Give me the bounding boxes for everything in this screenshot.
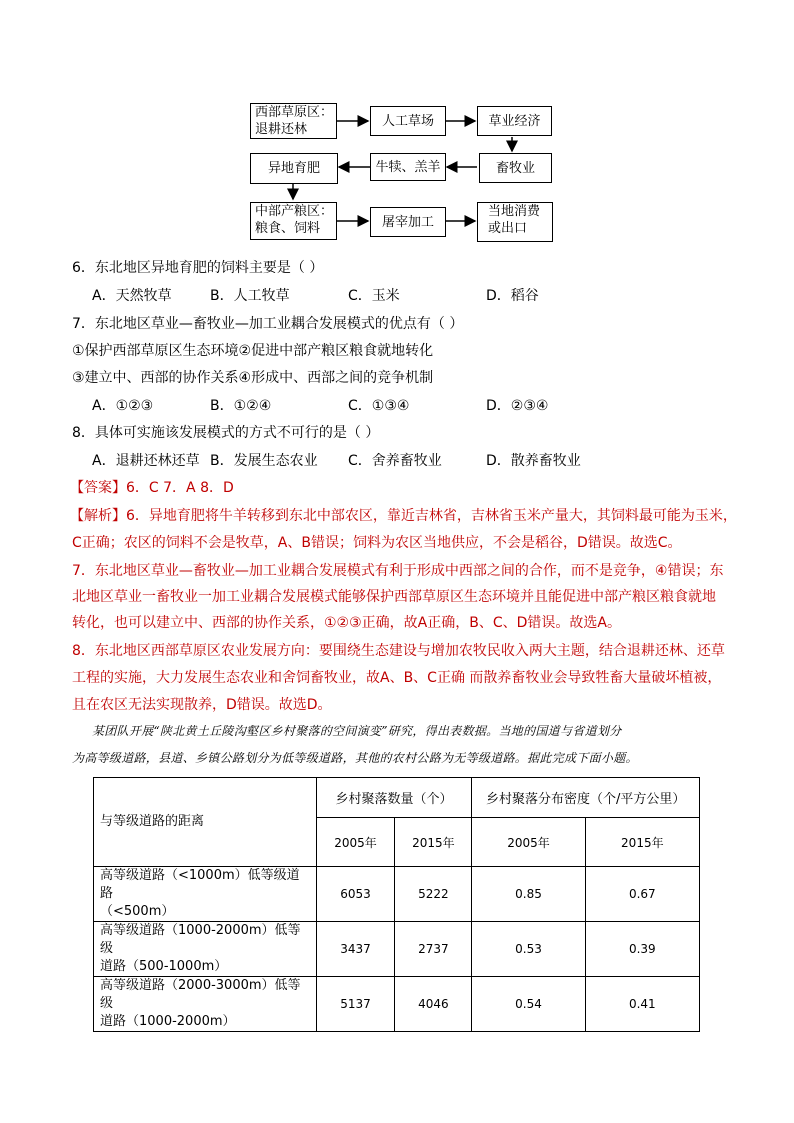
node-local-export-line2: 或出口	[488, 221, 528, 236]
table-year-density-2005: 2005年	[472, 818, 585, 867]
table-row	[94, 867, 700, 922]
node-west-grassland	[250, 103, 337, 139]
node-west-grassland-line1: 西部草原区：	[255, 105, 334, 120]
row3-label-line1: 高等级道路（2000-3000m）低等级	[100, 978, 301, 1011]
analysis-line-4: 北地区草业一畜牧业一加工业耦合发展模式能够保护西部草原区生态环境并且能促进中部产粮区粮食就地	[72, 589, 716, 605]
node-central-grain-line1: 中部产粮区：	[255, 204, 334, 219]
answer-text: 6．C 7．A 8．D	[126, 480, 234, 496]
row1-label-line1: 高等级道路（<1000m）低等级道路	[100, 868, 300, 901]
q6-option-b: B．人工牧草	[210, 288, 290, 304]
q7-option-c: C．①③④	[348, 398, 410, 414]
table-cell: 5137	[316, 977, 395, 1032]
q6-option-c: C．玉米	[348, 288, 400, 304]
table-row-label	[94, 922, 317, 977]
intro-line-1: 某团队开展“陕北黄土丘陵沟壑区乡村聚落的空间演变”研究，得出表数据。当地的国道与省道划分	[92, 724, 622, 738]
table-header-count: 乡村聚落数量（个）	[316, 778, 472, 818]
answer-tag: 【答案】	[70, 480, 126, 496]
node-slaughter: 屠宰加工	[370, 207, 446, 237]
node-cattle-sheep: 牛犊、羔羊	[370, 153, 446, 181]
analysis-line-5: 转化，也可以建立中、西部的协作关系，①②③正确，故A正确，B、C、D错误。故选A。	[72, 615, 621, 631]
analysis-line-7: 工程的实施，大力发展生态农业和舍饲畜牧业，故A、B、C正确 而散养畜牧业会导致牲畜大量破坏植被，	[72, 670, 722, 686]
table-cell: 0.85	[472, 867, 585, 922]
analysis-line-6: 8．东北地区西部草原区农业发展方向：要围绕生态建设与增加农牧民收入两大主题，结合退耕还林、还草	[72, 643, 725, 659]
intro-line-2: 为高等级道路，县道、乡镇公路划分为低等级道路，其他的农村公路为无等级道路。据此完成下面小题。	[72, 751, 638, 765]
answer-line	[70, 478, 234, 498]
node-grass-economy: 草业经济	[477, 106, 552, 136]
q6-option-d: D．稻谷	[486, 288, 539, 304]
table-cell: 0.67	[585, 867, 699, 922]
q8-option-c: C．舍养畜牧业	[348, 453, 442, 469]
table-row-label	[94, 977, 317, 1032]
analysis-tag: 【解析】	[70, 508, 126, 524]
node-livestock: 畜牧业	[479, 153, 552, 183]
table-year-count-2005: 2005年	[316, 818, 395, 867]
q7-option-b: B．①②④	[210, 398, 272, 414]
row3-label-line2: 道路（1000-2000m）	[100, 1014, 236, 1029]
table-cell: 0.39	[585, 922, 699, 977]
node-west-grassland-line2: 退耕还林	[255, 122, 308, 137]
node-local-export-line1: 当地消费	[488, 204, 541, 219]
row2-label-line1: 高等级道路（1000-2000m）低等级	[100, 923, 301, 956]
table-row	[94, 922, 700, 977]
q8-option-b: B．发展生态农业	[210, 453, 318, 469]
question-6-stem: 6．东北地区异地育肥的饲料主要是（ ）	[72, 260, 324, 276]
analysis-text-1: 6．异地育肥将牛羊转移到东北中部农区，靠近吉林省，吉林省玉米产量大，其饲料最可能为玉米，	[126, 508, 737, 524]
table-cell: 5222	[395, 867, 472, 922]
table-row-label	[94, 867, 317, 922]
table-cell: 0.53	[472, 922, 585, 977]
node-central-grain-line2: 粮食、饲料	[255, 221, 321, 236]
table-cell: 6053	[316, 867, 395, 922]
q8-option-a: A．退耕还林还草	[92, 453, 200, 469]
q7-option-a: A．①②③	[92, 398, 154, 414]
q8-option-d: D．散养畜牧业	[486, 453, 581, 469]
node-local-export	[477, 202, 553, 242]
node-artificial-grassland: 人工草场	[370, 106, 446, 136]
table-header-row-label: 与等级道路的距离	[94, 778, 317, 867]
analysis-line-1	[70, 506, 737, 526]
table-cell: 0.41	[585, 977, 699, 1032]
table-header-density: 乡村聚落分布密度（个/平方公里）	[472, 778, 700, 818]
node-central-grain	[250, 202, 337, 240]
question-7-stem: 7．东北地区草业—畜牧业—加工业耦合发展模式的优点有（ ）	[72, 316, 464, 332]
analysis-line-3: 7．东北地区草业—畜牧业—加工业耦合发展模式有利于形成中西部之间的合作，而不是竞争，④错误；东	[72, 563, 724, 579]
table-year-density-2015: 2015年	[585, 818, 699, 867]
table-cell: 0.54	[472, 977, 585, 1032]
analysis-line-2: C正确；农区的饲料不会是牧草，A、B错误；饲料为农区当地供应，不会是稻谷，D错误。故选C。	[72, 535, 682, 551]
q6-option-a: A．天然牧草	[92, 288, 172, 304]
table-year-count-2015: 2015年	[395, 818, 472, 867]
table-cell: 2737	[395, 922, 472, 977]
node-fatten: 异地育肥	[250, 153, 338, 184]
table-row	[94, 977, 700, 1032]
question-7-item-1: ①保护西部草原区生态环境②促进中部产粮区粮食就地转化	[72, 343, 434, 359]
q7-option-d: D．②③④	[486, 398, 549, 414]
table-cell: 4046	[395, 977, 472, 1032]
settlement-table	[93, 777, 700, 1032]
table-cell: 3437	[316, 922, 395, 977]
row1-label-line2: （<500m）	[100, 904, 175, 919]
row2-label-line2: 道路（500-1000m）	[100, 959, 228, 974]
question-8-stem: 8．具体可实施该发展模式的方式不可行的是（ ）	[72, 425, 380, 441]
question-7-item-2: ③建立中、西部的协作关系④形成中、西部之间的竞争机制	[72, 370, 434, 386]
analysis-line-8: 且在农区无法实现散养，D错误。故选D。	[72, 697, 332, 713]
